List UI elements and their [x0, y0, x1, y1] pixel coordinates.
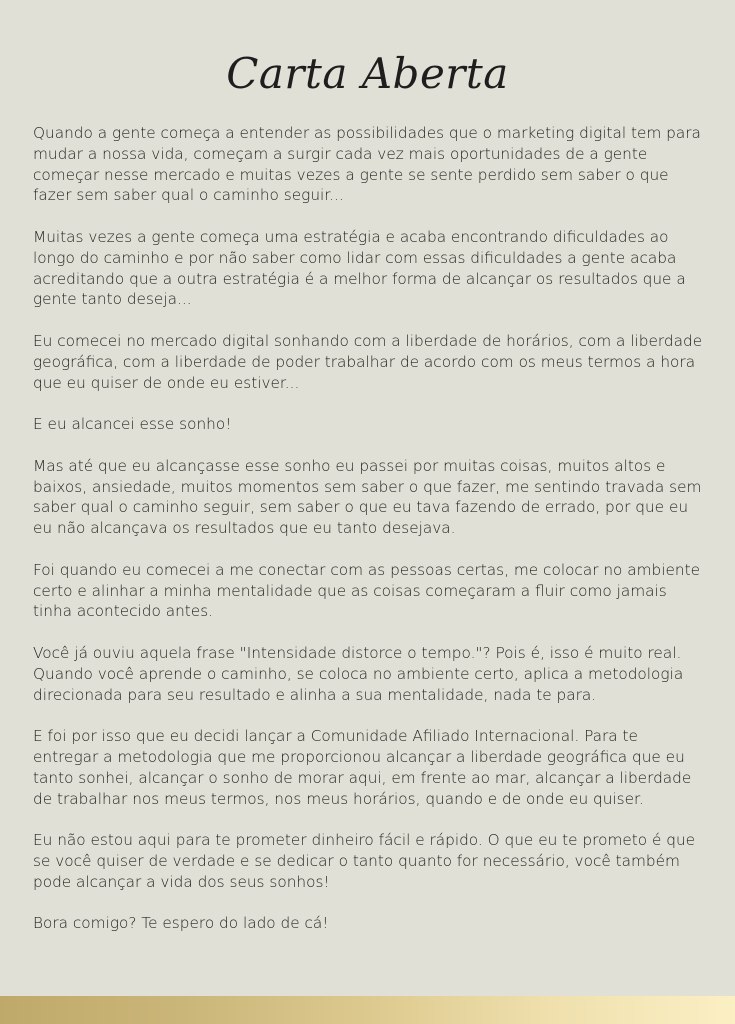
paragraph-intensity: Você já ouviu aquela frase "Intensidade distorce o tempo."? Pois é, isso é muito real. Quando você aprende o caminho, se coloca no ambiente certo, aplica a metodologia direcionada para seu resultado e alinha a sua mentalidade, nada te para. [33, 643, 684, 704]
paragraph-closing: Bora comigo? Te espero do lado de cá! [33, 914, 329, 933]
paragraph-community: E foi por isso que eu decidi lançar a Comunidade Afiliado Internacional. Para te entregar a metodologia que me proporcionou alcançar a liberdade geográfica que eu tanto sonhei, alcançar o sonho de morar aqui, em frente ao mar, alcançar a liberdade de trabalhar nos meus termos, nos meus horários, quando e de onde eu quiser. [33, 727, 692, 808]
gold-gradient-bar [0, 996, 735, 1024]
paragraph-intro: Quando a gente começa a entender as possibilidades que o marketing digital tem para mudar a nossa vida, começam a surgir cada vez mais oportunidades de a gente começar nesse mercado e muitas vezes a gente se sente perdido sem saber o que fazer sem saber qual o caminho seguir... [33, 124, 701, 205]
letter-title: Carta Aberta [226, 49, 509, 98]
letter-body [33, 123, 705, 934]
paragraph-strategy: Muitas vezes a gente começa uma estratégia e acaba encontrando dificuldades ao longo do caminho e por não saber como lidar com essas dificuldades a gente acaba acreditando que a outra estratégia é a melhor forma de alcançar os resultados que a gente tanto deseja... [33, 227, 686, 309]
paragraph-achieved: E eu alcancei esse sonho! [33, 415, 232, 434]
paragraph-connection: Foi quando eu comecei a me conectar com as pessoas certas, me colocar no ambiente certo e alinhar a minha mentalidade que as coisas começaram a fluir como jamais tinha acontecido antes. [33, 560, 701, 621]
paragraph-dream: Eu comecei no mercado digital sonhando com a liberdade de horários, com a liberdade geográfica, com a liberdade de poder trabalhar de acordo com os meus termos a hora que eu quiser de onde eu estiver... [33, 331, 703, 392]
paragraph-struggles: Mas até que eu alcançasse esse sonho eu passei por muitas coisas, muitos altos e baixos, ansiedade, muitos momentos sem saber o que fazer, me sentindo travada sem saber qual o caminho seguir, sem saber o que eu tava fazendo de errado, por que eu eu não alcançava os resultados que eu tanto desejava. [33, 456, 702, 538]
paragraph-promise: Eu não estou aqui para te prometer dinheiro fácil e rápido. O que eu te prometo é que se você quiser de verdade e se dedicar o tanto quanto for necessário, você também pode alcançar a vida dos seus sonhos! [33, 831, 696, 891]
